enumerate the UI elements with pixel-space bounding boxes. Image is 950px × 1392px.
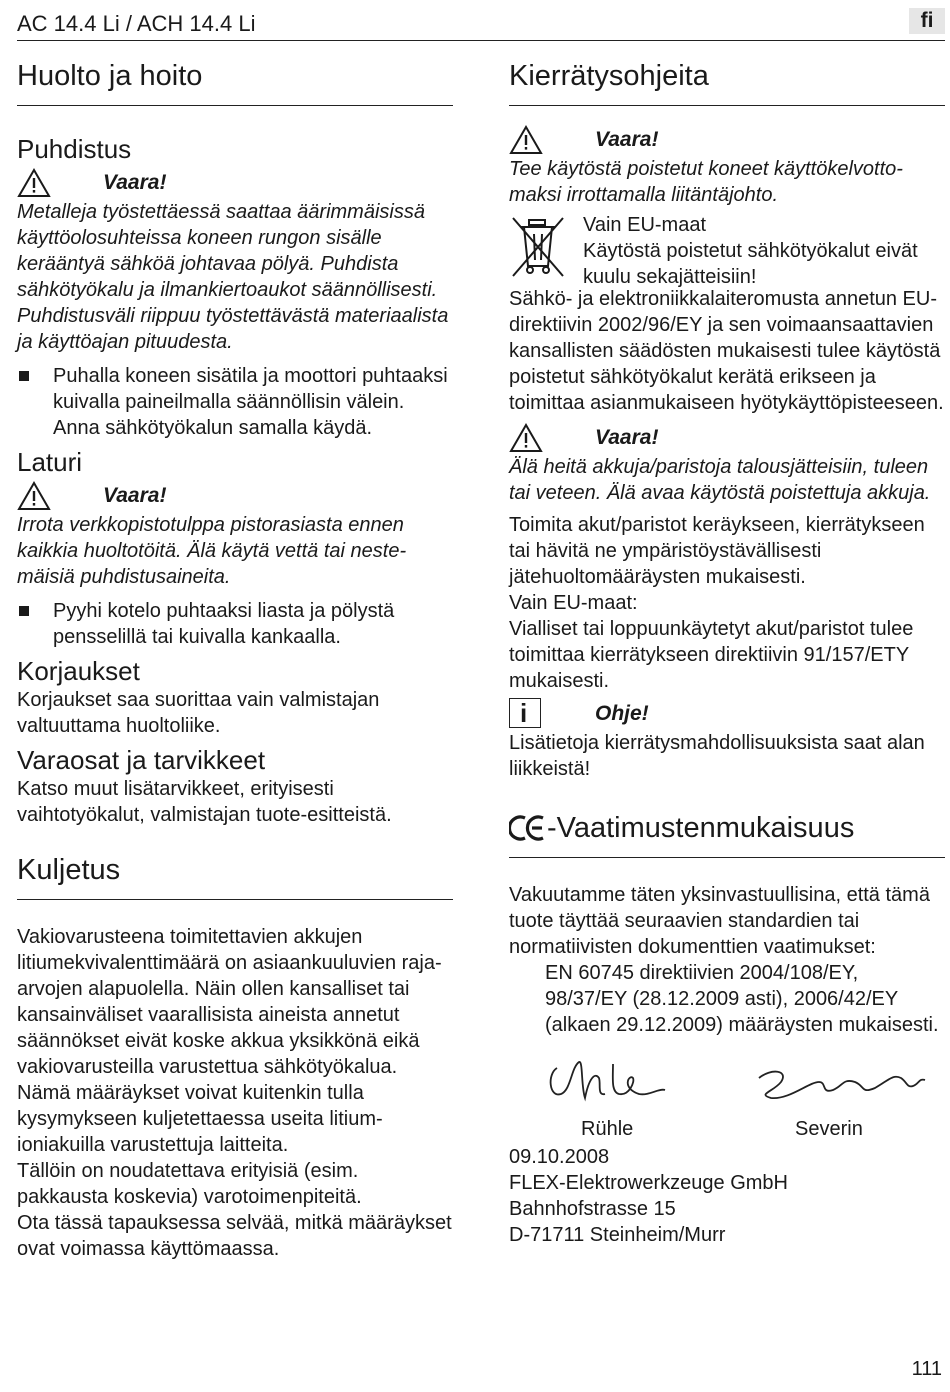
heading-conformity [509,810,945,858]
language-badge: fi [909,8,945,34]
heading-recycling: Kierrätysohjeita [509,58,945,106]
eu-only-text: Käytöstä poistetut sähkötyökalut eivät kuulu sekajätteisiin! [583,240,918,288]
info-icon: i [509,698,541,728]
warning-block [17,165,453,199]
parts-text: Katso muut lisätarvikkeet, erityisesti vaihtotyökalut, valmistajan tuote-esitteistä. [17,778,392,826]
warning-label: Vaara! [595,128,659,151]
note-block [509,696,945,730]
warning-icon [509,423,543,453]
note-text: Lisätietoja kierrätysmahdollisuuksista saat alan liikkeistä! [509,732,925,780]
heading-charger: Laturi [17,447,83,477]
list-item-text: Pyyhi kotelo puhtaaksi liasta ja pölystä pensselillä tai kuivalla kankaalla. [53,600,395,648]
signer-severin: Severin [795,1118,863,1140]
conformity-title: -Vaatimustenmukaisuus [547,812,855,844]
heading-cleaning: Puhdistus [17,134,132,164]
warning-block [509,122,945,156]
list-item [17,363,453,441]
right-column [509,58,945,1248]
battery-eu-text: Vialliset tai loppuunkäytetyt akut/paristot tulee toimittaa kierrätykseen direktiivin 91/157/ETY mukaisesti. [509,618,914,692]
conformity-standards: EN 60745 direktiivien 2004/108/EY, 98/37/EY (28.12.2009 asti), 2006/42/EY (alkaen 29.12.2009) määräysten mukaisesti. [545,962,939,1036]
page-number: 111 [911,1358,942,1380]
heading-parts: Varaosat ja tarvikkeet [17,745,266,775]
warning-label: Vaara! [103,484,167,507]
date: 09.10.2008 [509,1146,610,1168]
repairs-text: Korjaukset saa suorittaa vain valmistajan valtuuttama huoltoliike. [17,689,380,737]
warning-icon [17,168,51,198]
weee-text: Sähkö- ja elektroniikkalaiteromusta annetun EU-direktiivin 2002/96/EY ja sen voimaansaattavien kansallisten säädösten mukaisesti tulee käytöstä poistetut sähkötyökalut kerätä erikseen ja toimittaa asianmukaiseen hyötykäyttöpisteeseen. [509,288,944,414]
signer-ruhle: Rühle [581,1118,634,1140]
weee-block [509,212,945,286]
page-header [17,8,945,41]
warning-text: Metalleja työstettäessä saattaa äärimmäisissä käyttöolosuhteissa koneen rungon sisälle kerääntyä sähköä johtavaa pölyä. Puhdista sähkötyökalu ja ilmankiertoaukot säännöllisesti. Puhdistusväli riippuu työstettävästä materiaalista ja käyttöajan pituudesta. [17,201,449,353]
battery-text: Toimita akut/paristot keräykseen, kierrätykseen tai hävitä ne ympäristöystävällisesti jätehuoltomääräysten mukaisesti. [509,514,925,588]
signatures [509,1038,945,1118]
warning-text: Tee käytöstä poistetut koneet käyttökelvottomaksi irrottamalla liitäntäjohto. [509,158,903,206]
signature-image [509,1038,945,1118]
transport-paragraph: Vakiovarusteena toimitettavien akkujen litiumekvivalenttimäärä on asiaankuuluvien raja-arvojen alapuolella. Näin ollen kansalliset tai kansainväliset vaarallisista aineista annetut säännökset eivät koske akkua yksikkönä eikä vakiovarusteilla varustettua sähkötyökalua. [17,926,442,1078]
warning-block [17,478,453,512]
transport-paragraph: Nämä määräykset voivat kuitenkin tulla kysymykseen kuljetettaessa useita litiumioniakuilla varustettuja laitteita. [17,1082,383,1156]
warning-text: Älä heitä akkuja/paristoja talousjätteisiin, tuleen tai veteen. Älä avaa käytöstä poistettuja akkuja. [509,456,931,504]
company-city: D-71711 Steinheim/Murr [509,1224,726,1246]
warning-icon [509,125,543,155]
warning-text: Irrota verkkopistotulppa pistorasiasta ennen kaikkia huoltotöitä. Älä käytä vettä tai nestemäisiä puhdistusaineita. [17,514,407,588]
eu-only-label: Vain EU-maat [583,214,707,236]
company-street: Bahnhofstrasse 15 [509,1198,676,1220]
warning-icon [17,481,51,511]
note-label: Ohje! [595,702,649,725]
left-column [17,58,453,1262]
warning-label: Vaara! [595,426,659,449]
list-item-text: Puhalla koneen sisätila ja moottori puhtaaksi kuivalla paineilmalla säännöllisin välein. Anna sähkötyökalun samalla käydä. [53,365,448,439]
warning-block [509,420,945,454]
ce-mark-icon [509,814,547,842]
signature-names [509,1118,945,1144]
heading-repairs: Korjaukset [17,656,140,686]
conformity-text: Vakuutamme täten yksinvastuullisina, että tämä tuote täyttää seuraavien standardien tai normatiivisten dokumenttien vaatimukset: [509,884,930,958]
model-name: AC 14.4 Li / ACH 14.4 Li [17,11,256,36]
eu-only-label: Vain EU-maat: [509,592,638,614]
list-item [17,598,453,650]
crossed-bin-icon [509,214,569,280]
company-name: FLEX-Elektrowerkzeuge GmbH [509,1172,788,1194]
transport-paragraph: Ota tässä tapauksessa selvää, mitkä määräykset ovat voimassa käyttömaassa. [17,1212,452,1260]
heading-transport: Kuljetus [17,852,453,900]
transport-paragraph: Tällöin on noudatettava erityisiä (esim. pakkausta koskevia) varotoimenpiteitä. [17,1160,362,1208]
warning-label: Vaara! [103,171,167,194]
heading-care: Huolto ja hoito [17,58,453,106]
